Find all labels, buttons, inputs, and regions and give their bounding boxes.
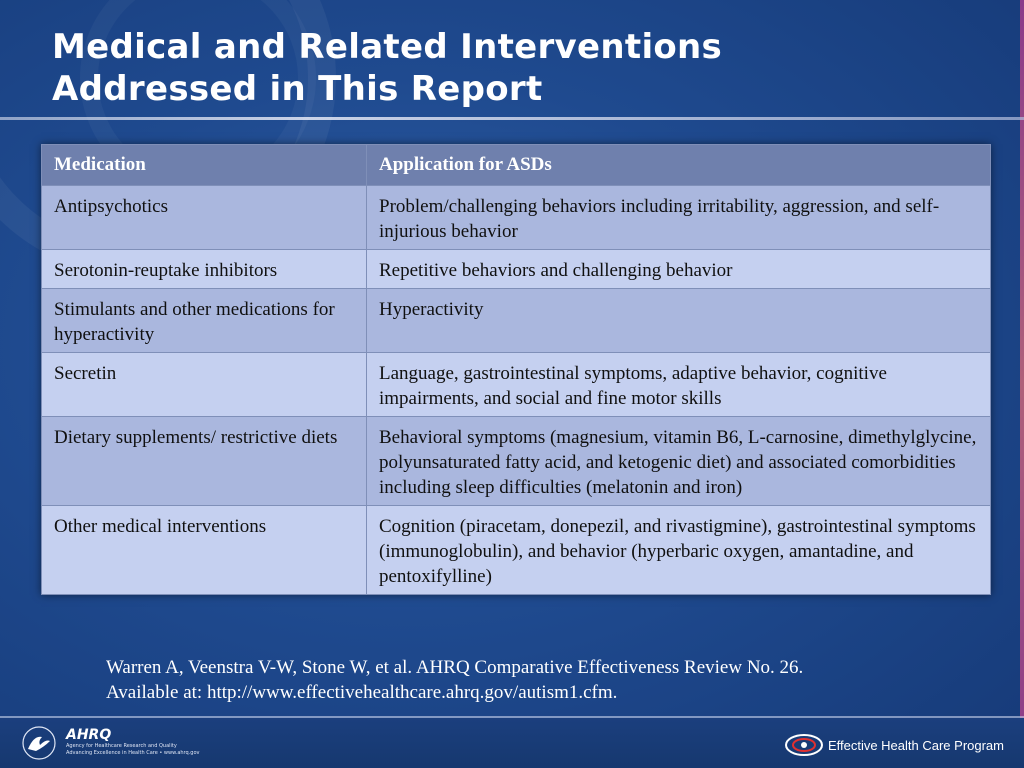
column-header-application: Application for ASDs [367, 145, 991, 186]
column-header-medication: Medication [42, 145, 367, 186]
ahrq-logo-tagline: Advancing Excellence in Health Care • www.ahrq.gov [66, 750, 200, 756]
medication-cell: Secretin [42, 353, 367, 417]
ehc-swirl-icon [784, 732, 824, 758]
table-row [42, 506, 991, 595]
medication-cell: Stimulants and other medications for hyperactivity [42, 289, 367, 353]
slide-title-line-1: Medical and Related Interventions [52, 27, 723, 67]
citation-line-1: Warren A, Veenstra V-W, Stone W, et al. AHRQ Comparative Effectiveness Review No. 26. [106, 657, 804, 678]
interventions-table [41, 144, 991, 595]
table-row [42, 250, 991, 289]
table-row [42, 186, 991, 250]
table-row [42, 353, 991, 417]
application-cell: Hyperactivity [367, 289, 991, 353]
application-cell: Behavioral symptoms (magnesium, vitamin B6, L-carnosine, dimethylglycine, polyunsaturated fatty acid, and ketogenic diet) and associated comorbidities including sleep difficulties (melatonin and iron) [367, 417, 991, 506]
table-row [42, 289, 991, 353]
effective-health-care-logo [784, 732, 1004, 758]
table-row [42, 417, 991, 506]
program-name: Effective Health Care Program [827, 737, 1004, 753]
ahrq-logo-subtitle: Agency for Healthcare Research and Quality [66, 743, 177, 749]
application-cell: Repetitive behaviors and challenging behavior [367, 250, 991, 289]
ahrq-logo [66, 727, 199, 757]
citation-link[interactable]: Available at: http://www.effectivehealthcare.ahrq.gov/autism1.cfm. [106, 682, 618, 703]
medication-cell: Antipsychotics [42, 186, 367, 250]
table-header-row [42, 145, 991, 186]
medication-cell: Dietary supplements/ restrictive diets [42, 417, 367, 506]
application-cell: Cognition (piracetam, donepezil, and rivastigmine), gastrointestinal symptoms (immunoglobulin), and behavior (hyperbaric oxygen, amantadine, and pentoxifylline) [367, 506, 991, 595]
medication-cell: Serotonin-reuptake inhibitors [42, 250, 367, 289]
application-cell: Language, gastrointestinal symptoms, adaptive behavior, cognitive impairments, and social and fine motor skills [367, 353, 991, 417]
slide-title-line-2: Addressed in This Report [52, 69, 543, 109]
title-divider [0, 117, 1024, 120]
application-cell: Problem/challenging behaviors including irritability, aggression, and self-injurious behavior [367, 186, 991, 250]
hhs-eagle-logo-icon [18, 725, 60, 761]
citation [106, 655, 966, 705]
medication-cell: Other medical interventions [42, 506, 367, 595]
slide-title [52, 26, 722, 110]
ahrq-logo-name: AHRQ [66, 727, 112, 743]
slide-edge-accent [1020, 0, 1024, 768]
